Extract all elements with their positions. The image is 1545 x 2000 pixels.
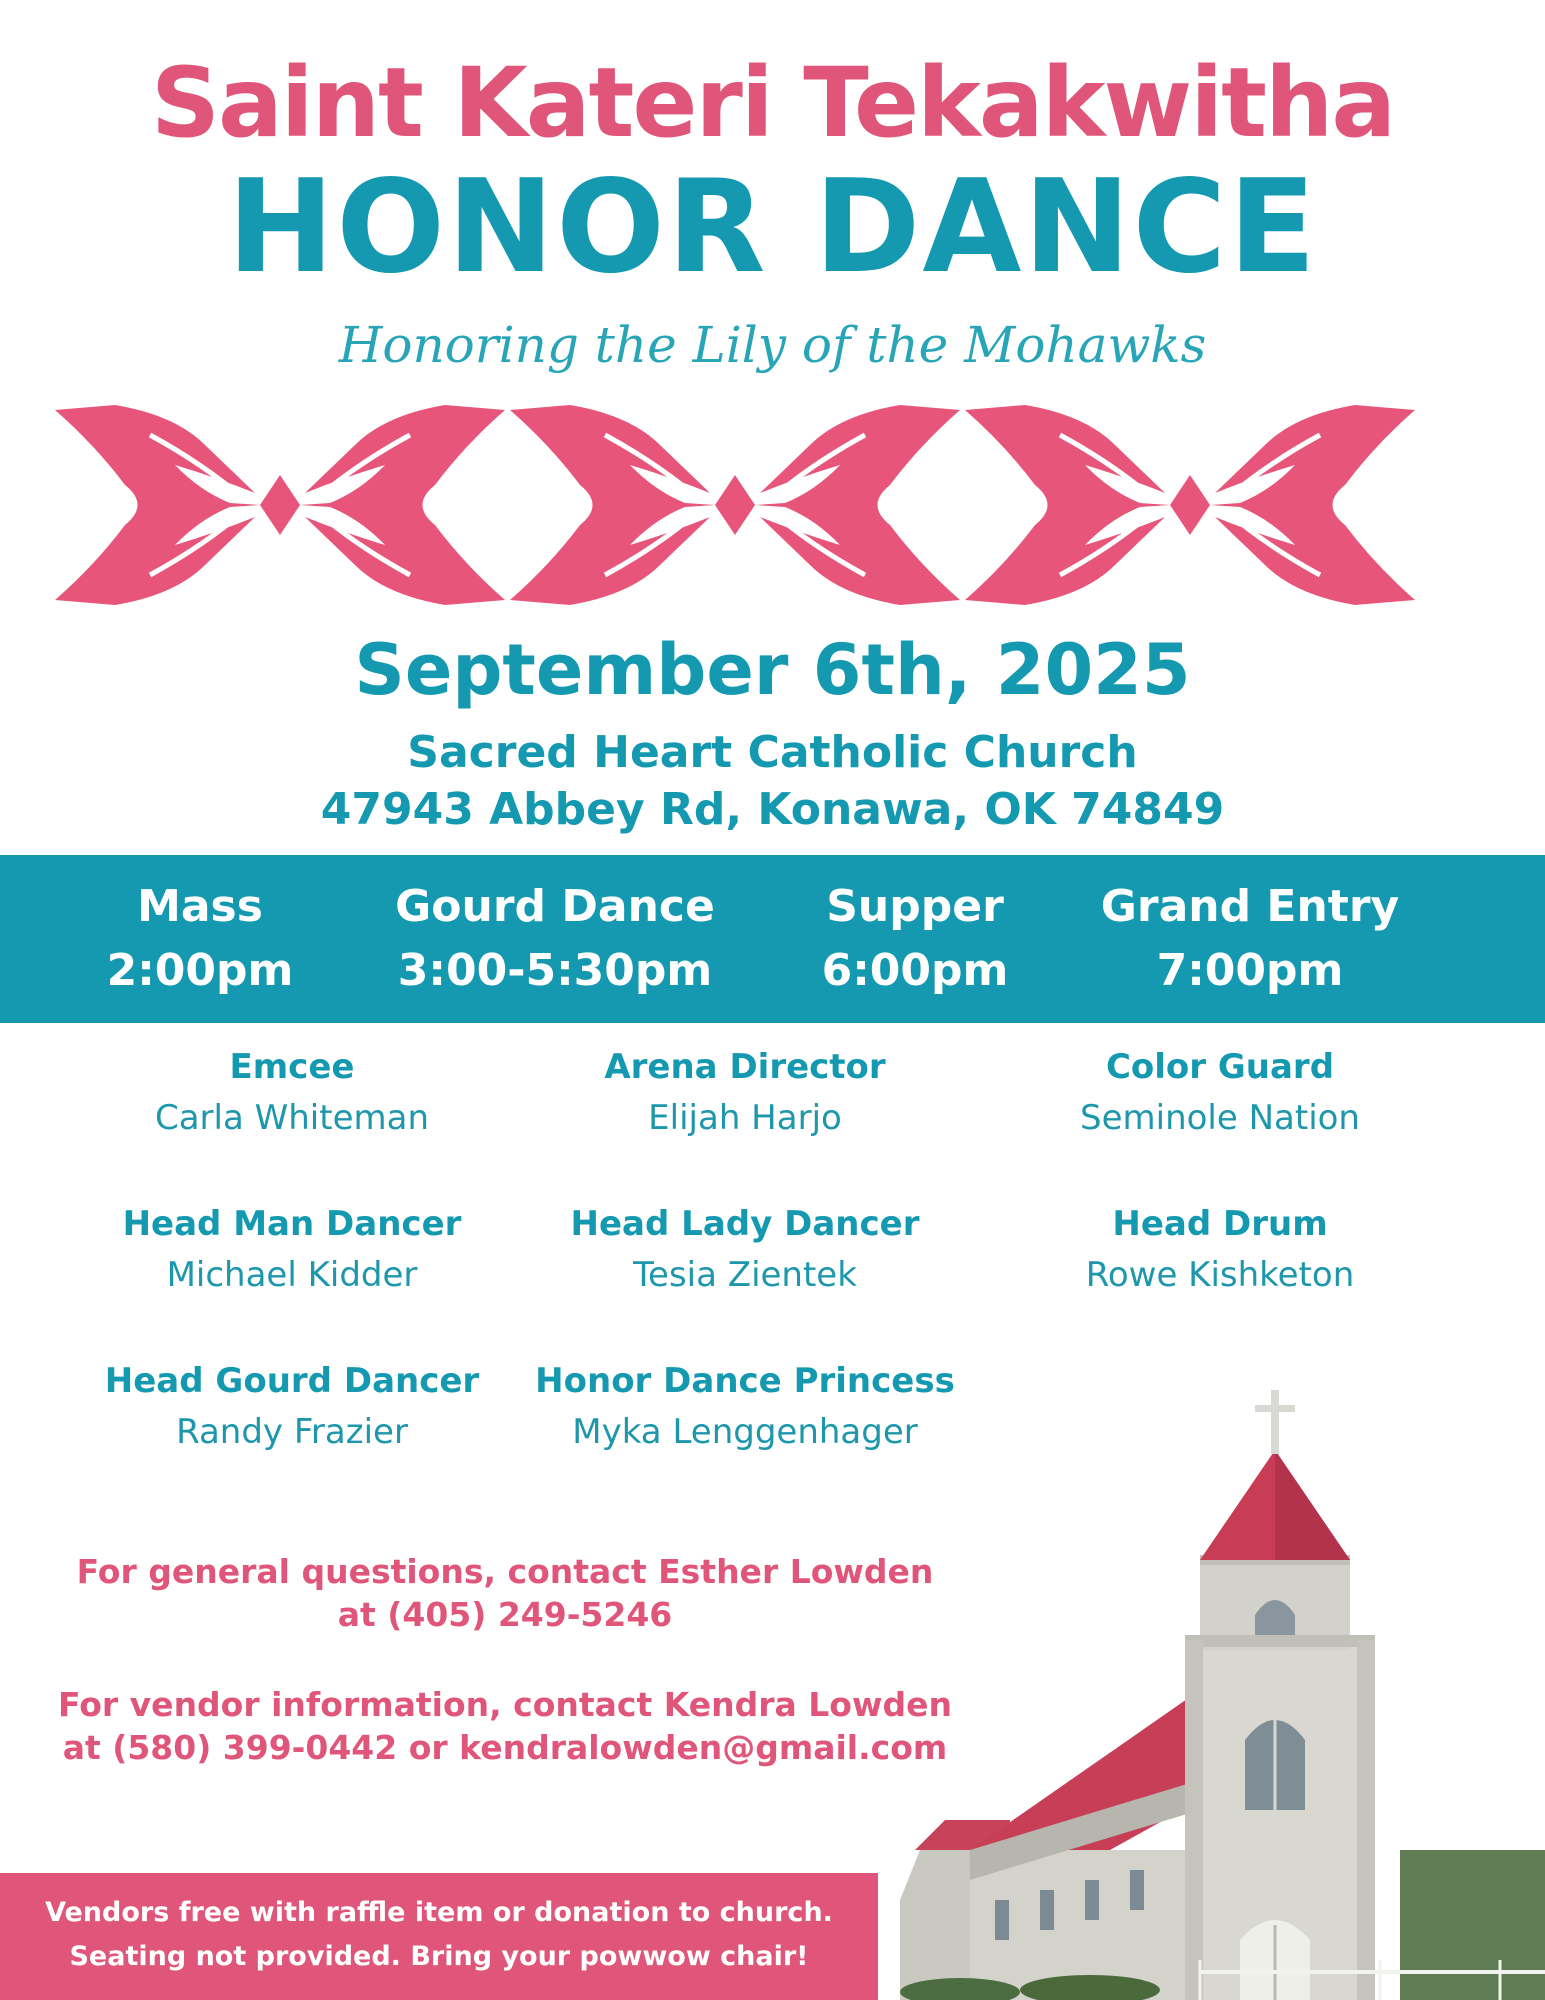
general-contact-line1: For general questions, contact Esther Lowden [76, 1552, 934, 1591]
role-head-man-dancer [92, 1199, 492, 1301]
role-name: Rowe Kishketon [1085, 1255, 1355, 1295]
role-title: Emcee [229, 1047, 355, 1087]
role-head-lady-dancer [540, 1199, 950, 1301]
role-title: Head Drum [1112, 1204, 1328, 1244]
schedule-label: Mass [137, 881, 263, 932]
role-title: Head Gourd Dancer [104, 1361, 480, 1401]
general-contact [50, 1550, 960, 1636]
role-head-gourd-dancer [92, 1356, 492, 1458]
title-saint-kateri: Saint Kateri Tekakwitha [150, 47, 1395, 159]
schedule-item-gourd-dance [380, 875, 730, 1003]
tagline: Honoring the Lily of the Mohawks [338, 316, 1207, 374]
church-photo [900, 1380, 1545, 2000]
event-venue: Sacred Heart Catholic Church [407, 727, 1138, 778]
role-name: Michael Kidder [166, 1255, 418, 1295]
schedule-label: Grand Entry [1100, 881, 1400, 932]
footer-banner [0, 1873, 878, 2000]
floral-ornament-icon [55, 405, 1415, 605]
general-contact-line2: at (405) 249-5246 [337, 1595, 673, 1634]
schedule-band [0, 855, 1545, 1023]
vendor-contact [50, 1683, 960, 1769]
schedule-time: 7:00pm [1156, 945, 1344, 996]
footer-line2: Seating not provided. Bring your powwow chair! [69, 1941, 809, 1972]
schedule-time: 3:00-5:30pm [397, 945, 713, 996]
schedule-label: Supper [826, 881, 1004, 932]
schedule-time: 2:00pm [106, 945, 294, 996]
role-title: Honor Dance Princess [535, 1361, 955, 1401]
schedule-label: Gourd Dance [395, 881, 715, 932]
vendor-contact-line1: For vendor information, contact Kendra Lowden [58, 1685, 952, 1724]
role-title: Arena Director [604, 1047, 886, 1087]
role-title: Head Lady Dancer [570, 1204, 920, 1244]
role-name: Tesia Zientek [633, 1255, 857, 1295]
schedule-item-supper [790, 875, 1040, 1003]
role-name: Myka Lenggenhager [572, 1412, 918, 1452]
vendor-contact-line2: at (580) 399-0442 or kendralowden@gmail.com [62, 1728, 948, 1767]
role-title: Color Guard [1105, 1047, 1335, 1087]
event-date: September 6th, 2025 [354, 629, 1191, 711]
role-name: Carla Whiteman [154, 1098, 429, 1138]
role-emcee [92, 1042, 492, 1144]
schedule-item-grand-entry [1080, 875, 1420, 1003]
role-name: Elijah Harjo [648, 1098, 842, 1138]
role-name: Seminole Nation [1080, 1098, 1360, 1138]
title-honor-dance: HONOR DANCE [227, 153, 1318, 302]
role-arena-director [540, 1042, 950, 1144]
role-title: Head Man Dancer [122, 1204, 462, 1244]
role-name: Randy Frazier [176, 1412, 408, 1452]
schedule-item-mass [70, 875, 330, 1003]
role-color-guard [1010, 1042, 1430, 1144]
event-address: 47943 Abbey Rd, Konawa, OK 74849 [320, 784, 1225, 835]
schedule-time: 6:00pm [821, 945, 1009, 996]
role-head-drum [1010, 1199, 1430, 1301]
footer-line1: Vendors free with raffle item or donation to church. [45, 1897, 833, 1928]
